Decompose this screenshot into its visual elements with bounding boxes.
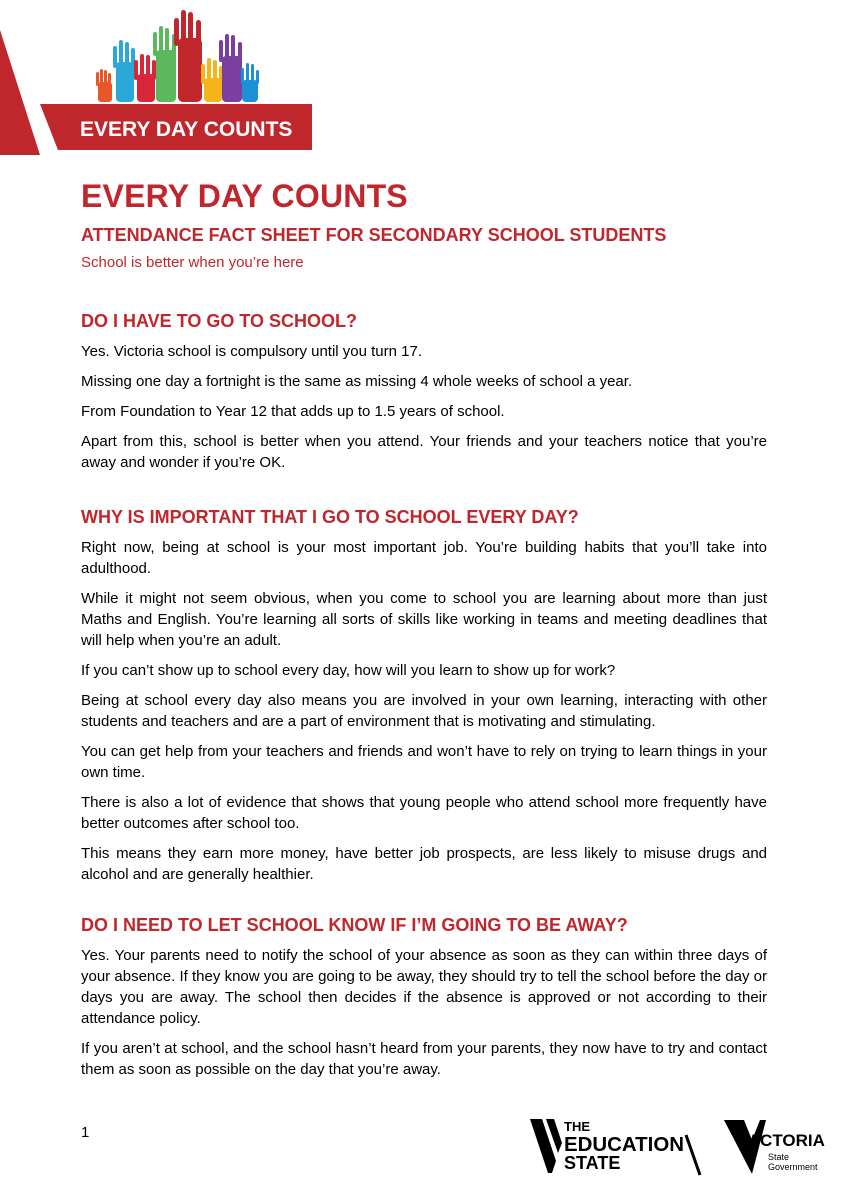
svg-text:State: State — [768, 1152, 790, 1162]
page-number: 1 — [81, 1124, 90, 1141]
paragraph: While it might not seem obvious, when you come to school you are learning about more than just Maths and English. You’re learning all sorts of skills like working in teams and meeting deadlines that will help when you’re an adult. — [81, 590, 767, 649]
paragraph: You can get help from your teachers and friends and won’t have to rely on trying to learn things in your own time. — [81, 743, 767, 781]
hands-icon — [96, 10, 259, 102]
paragraph: Apart from this, school is better when you attend. Your friends and your teachers notice that you’re away and wonder if you’re OK. — [81, 433, 767, 471]
paragraph: This means they earn more money, have better job prospects, are less likely to misuse drugs and alcohol and are generally healthier. — [81, 845, 767, 883]
paragraph: If you can’t show up to school every day, how will you learn to show up for work? — [81, 662, 616, 679]
hand-green-icon — [153, 26, 176, 102]
svg-text:Government: Government — [768, 1162, 818, 1172]
paragraph: Missing one day a fortnight is the same as missing 4 whole weeks of school a year. — [81, 373, 633, 390]
paragraph: There is also a lot of evidence that shows that young people who attend school more frequently have better outcomes after school too. — [81, 794, 767, 832]
page-tagline: School is better when you’re here — [81, 254, 304, 271]
section-let-school-know — [81, 914, 767, 1089]
page-title: EVERY DAY COUNTS — [81, 178, 408, 214]
section-heading: DO I HAVE TO GO TO SCHOOL? — [81, 311, 358, 331]
paragraph: Being at school every day also means you are involved in your own learning, interacting with other students and teachers and are a part of environment that is motivating and stimulating. — [81, 692, 767, 730]
hand-orange-icon — [96, 69, 112, 102]
section-heading: DO I NEED TO LET SCHOOL KNOW IF I’M GOING TO BE AWAY? — [81, 915, 628, 935]
svg-text:STATE: STATE — [564, 1153, 621, 1173]
victoria-state-government-logo — [722, 1118, 832, 1178]
paragraph: From Foundation to Year 12 that adds up to 1.5 years of school. — [81, 403, 505, 420]
svg-text:THE: THE — [564, 1119, 590, 1134]
section-why-important — [81, 506, 767, 894]
paragraph: Right now, being at school is your most important job. You’re building habits that you’ll take into adulthood. — [81, 539, 767, 577]
education-state-logo — [528, 1115, 708, 1179]
hand-lightblue-icon — [241, 63, 259, 102]
svg-text:EDUCATION: EDUCATION — [564, 1134, 684, 1156]
page-subtitle: ATTENDANCE FACT SHEET FOR SECONDARY SCHOOL STUDENTS — [81, 225, 667, 245]
section-do-i-have-to-go — [81, 310, 767, 482]
paragraph: Yes. Victoria school is compulsory until you turn 17. — [81, 343, 423, 360]
section-heading: WHY IS IMPORTANT THAT I GO TO SCHOOL EVERY DAY? — [81, 507, 579, 527]
paragraph: Yes. Your parents need to notify the school of your absence as soon as they can within three days of your absence. If they know you are going to be away, they should try to tell the school before the day or days you are away. The school then decides if the absence is approved or not according to their attendance policy. — [81, 947, 767, 1027]
hand-yellow-icon — [201, 58, 223, 102]
banner-label: EVERY DAY COUNTS — [80, 118, 293, 141]
banner-red-band — [0, 30, 40, 155]
hand-blue-icon — [113, 40, 135, 102]
hand-darkred-icon — [174, 10, 202, 102]
hand-red-icon — [134, 54, 156, 102]
every-day-counts-banner — [0, 0, 320, 160]
svg-text:VICTORIA: VICTORIA — [744, 1131, 825, 1150]
hand-purple-icon — [219, 34, 242, 102]
paragraph: If you aren’t at school, and the school hasn’t heard from your parents, they now have to try and contact them as soon as possible on the day that you’re away. — [81, 1040, 767, 1078]
